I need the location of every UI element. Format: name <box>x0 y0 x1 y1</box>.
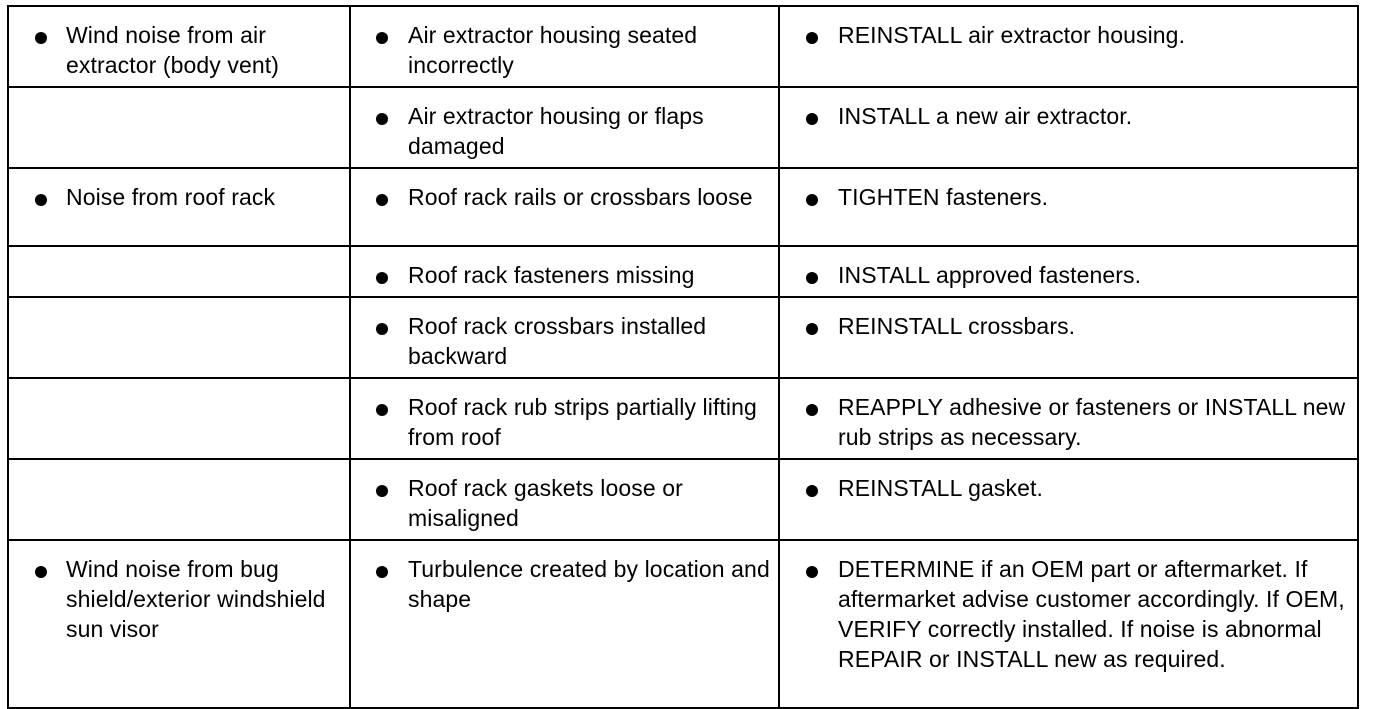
source-cell <box>350 6 779 87</box>
action-text: REINSTALL gasket. <box>838 475 1043 501</box>
bullet-icon <box>806 113 818 125</box>
action-text: DETERMINE if an OEM part or aftermarket. If aftermarket advise customer accordingly. If OEM, VERIFY correctly installed. If noise is abnormal REPAIR or INSTALL new as required. <box>838 556 1345 672</box>
source-cell <box>350 246 779 297</box>
table-row <box>8 168 1358 246</box>
bullet-icon <box>376 194 388 206</box>
condition-cell <box>8 540 350 708</box>
source-text: Air extractor housing or flaps damaged <box>408 103 704 159</box>
action-cell <box>779 246 1358 297</box>
condition-text: Wind noise from bug shield/exterior windshield sun visor <box>66 556 326 642</box>
action-text: REAPPLY adhesive or fasteners or INSTALL new rub strips as necessary. <box>838 394 1346 450</box>
source-cell <box>350 297 779 378</box>
condition-cell <box>8 378 350 459</box>
action-text: REINSTALL crossbars. <box>838 313 1076 339</box>
condition-text: Wind noise from air extractor (body vent) <box>66 22 280 78</box>
bullet-icon <box>35 32 47 44</box>
condition-cell <box>8 168 350 246</box>
action-text: INSTALL a new air extractor. <box>838 103 1133 129</box>
action-text: TIGHTEN fasteners. <box>838 184 1049 210</box>
table-row <box>8 87 1358 168</box>
source-cell <box>350 87 779 168</box>
action-cell <box>779 459 1358 540</box>
action-cell <box>779 378 1358 459</box>
bullet-icon <box>806 194 818 206</box>
action-cell <box>779 168 1358 246</box>
bullet-icon <box>35 566 47 578</box>
bullet-icon <box>376 566 388 578</box>
table-row <box>8 6 1358 87</box>
table-row <box>8 540 1358 708</box>
condition-cell <box>8 297 350 378</box>
source-text: Air extractor housing seated incorrectly <box>408 22 698 78</box>
bullet-icon <box>806 32 818 44</box>
bullet-icon <box>376 404 388 416</box>
condition-cell <box>8 459 350 540</box>
source-text: Roof rack crossbars installed backward <box>408 313 707 369</box>
table-row <box>8 459 1358 540</box>
condition-cell <box>8 87 350 168</box>
condition-cell <box>8 6 350 87</box>
bullet-icon <box>35 194 47 206</box>
table-row <box>8 297 1358 378</box>
bullet-icon <box>806 566 818 578</box>
source-text: Roof rack gaskets loose or misaligned <box>408 475 683 531</box>
action-text: INSTALL approved fasteners. <box>838 262 1142 288</box>
action-cell <box>779 6 1358 87</box>
source-text: Roof rack rub strips partially lifting from roof <box>408 394 757 450</box>
table-row <box>8 378 1358 459</box>
source-cell <box>350 378 779 459</box>
action-cell <box>779 297 1358 378</box>
source-cell <box>350 459 779 540</box>
action-text: REINSTALL air extractor housing. <box>838 22 1186 48</box>
source-text: Turbulence created by location and shape <box>408 556 770 612</box>
source-cell <box>350 540 779 708</box>
source-cell <box>350 168 779 246</box>
source-text: Roof rack fasteners missing <box>408 262 695 288</box>
bullet-icon <box>806 404 818 416</box>
bullet-icon <box>376 272 388 284</box>
bullet-icon <box>806 485 818 497</box>
bullet-icon <box>806 323 818 335</box>
source-text: Roof rack rails or crossbars loose <box>408 184 753 210</box>
bullet-icon <box>376 485 388 497</box>
bullet-icon <box>376 323 388 335</box>
action-cell <box>779 540 1358 708</box>
condition-cell <box>8 246 350 297</box>
bullet-icon <box>376 32 388 44</box>
bullet-icon <box>806 272 818 284</box>
symptom-table <box>7 5 1359 709</box>
bullet-icon <box>376 113 388 125</box>
table-row <box>8 246 1358 297</box>
condition-text: Noise from roof rack <box>66 184 276 210</box>
action-cell <box>779 87 1358 168</box>
